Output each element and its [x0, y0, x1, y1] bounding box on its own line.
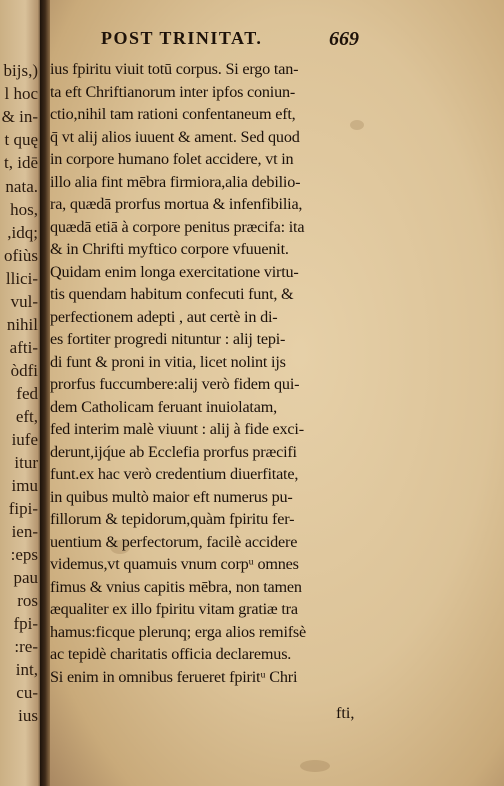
- text-line: hamus:ficque plerunq; erga alios remifsè: [50, 622, 307, 641]
- left-page-fragment: t quę: [4, 130, 38, 149]
- left-page-fragment: nihil: [6, 315, 38, 334]
- text-line: Si enim in omnibus ferueret fpiritᵘ Chri: [50, 667, 298, 686]
- running-head: POST TRINITAT.: [101, 28, 263, 48]
- text-line: derunt,ijq́ue ab Ecclefia prorfus præcifi: [50, 442, 297, 461]
- text-line: æqualiter ex illo fpiritu vitam gratiæ tra: [50, 600, 298, 618]
- text-line: & in Chrifti myftico corpore vfuuenit.: [50, 240, 289, 258]
- text-line: in corpore humano folet accidere, vt in: [50, 150, 294, 168]
- text-line: fed interim malè viuunt : alij à fide exci-: [50, 420, 304, 438]
- left-page-fragment: :eps: [10, 545, 38, 564]
- text-line: ius fpiritu viuit totū corpus. Si ergo tan-: [50, 60, 299, 78]
- left-page-fragment: pau: [13, 568, 38, 587]
- catchword: fti,: [336, 704, 355, 722]
- text-line: quædā etiā à corpore penitus præcifa: ita: [50, 217, 305, 236]
- text-line: ra, quædā prorfus mortua & infenfibilia,: [50, 195, 303, 213]
- text-line: ta eft Chriftianorum inter ipfos coniun-: [50, 82, 296, 101]
- left-page-fragment: nata.: [5, 177, 38, 196]
- text-line: es fortiter progredi nituntur : alij tepi-: [50, 330, 286, 348]
- text-line: perfectionem adepti , aut certè in di-: [50, 307, 278, 326]
- left-page-fragment: vul-: [10, 292, 38, 311]
- left-page-fragment: òdfi: [10, 361, 38, 380]
- text-line: dem Catholicam feruant inuiolatam,: [50, 397, 277, 416]
- left-page-fragment: fed: [16, 384, 38, 403]
- text-line: di funt & proni in vitia, licet nolint ijs: [50, 352, 286, 371]
- left-page-fragment: l hoc: [4, 84, 38, 103]
- text-line: tis quendam habitum confecuti funt, &: [50, 285, 294, 303]
- left-page-fragment: cu-: [16, 683, 38, 702]
- left-page-fragment: ros: [17, 591, 38, 610]
- left-page-edge: [0, 0, 42, 786]
- left-page-fragment: llici-: [5, 269, 38, 288]
- book-gutter: [40, 0, 50, 786]
- left-page-fragment: t, idē: [4, 153, 38, 172]
- text-line: uentium & perfectorum, facilè accidere: [50, 532, 298, 551]
- text-line: videmus,vt quamuis vnum corpᵘ omnes: [50, 555, 299, 573]
- left-page-fragment: hos,: [10, 200, 38, 219]
- text-line: fimus & vnius capitis mēbra, non tamen: [50, 577, 302, 596]
- left-page-fragment: ius: [18, 706, 38, 725]
- left-page-fragment: imu: [11, 476, 38, 495]
- text-line: ctio,nihil tam rationi confentaneum eft,: [50, 105, 296, 123]
- text-line: in quibus multò maior eft numerus pu-: [50, 487, 293, 506]
- left-page-fragment: ,idq;: [7, 223, 38, 242]
- left-page-fragment: iufe: [11, 430, 38, 449]
- left-page-fragment: int,: [15, 660, 38, 679]
- left-page-fragment: & in-: [1, 107, 38, 126]
- left-page-fragment: bijs,): [3, 61, 38, 80]
- text-line: fillorum & tepidorum,quàm fpiritu fer-: [50, 510, 295, 528]
- left-page-fragment: ofiùs: [4, 246, 38, 265]
- body-text: [50, 58, 370, 688]
- page-number: 669: [329, 28, 359, 50]
- text-line: Quidam enim longa exercitatione virtu-: [50, 262, 299, 281]
- left-page-fragment: fpi-: [13, 614, 38, 633]
- text-line: q̄ vt alij alios iuuent & ament. Sed quod: [50, 127, 300, 146]
- text-line: ac tepidè charitatis officia declaremus.: [50, 645, 292, 663]
- page-header: [55, 28, 375, 52]
- left-page-fragment: ien-: [11, 522, 38, 541]
- text-line: prorfus fuccumbere:alij verò fidem qui-: [50, 375, 300, 393]
- left-page-fragment: afti-: [9, 338, 38, 357]
- left-page-fragment: itur: [14, 453, 38, 472]
- left-page-fragment: fipi-: [8, 499, 38, 518]
- left-page-fragment: eft,: [15, 407, 38, 426]
- text-line: illo alia fint mēbra firmiora,alia debilio-: [50, 172, 301, 191]
- left-page-fragment: :re-: [14, 637, 38, 656]
- text-line: funt.ex hac verò credentium diuerfitate,: [50, 465, 299, 483]
